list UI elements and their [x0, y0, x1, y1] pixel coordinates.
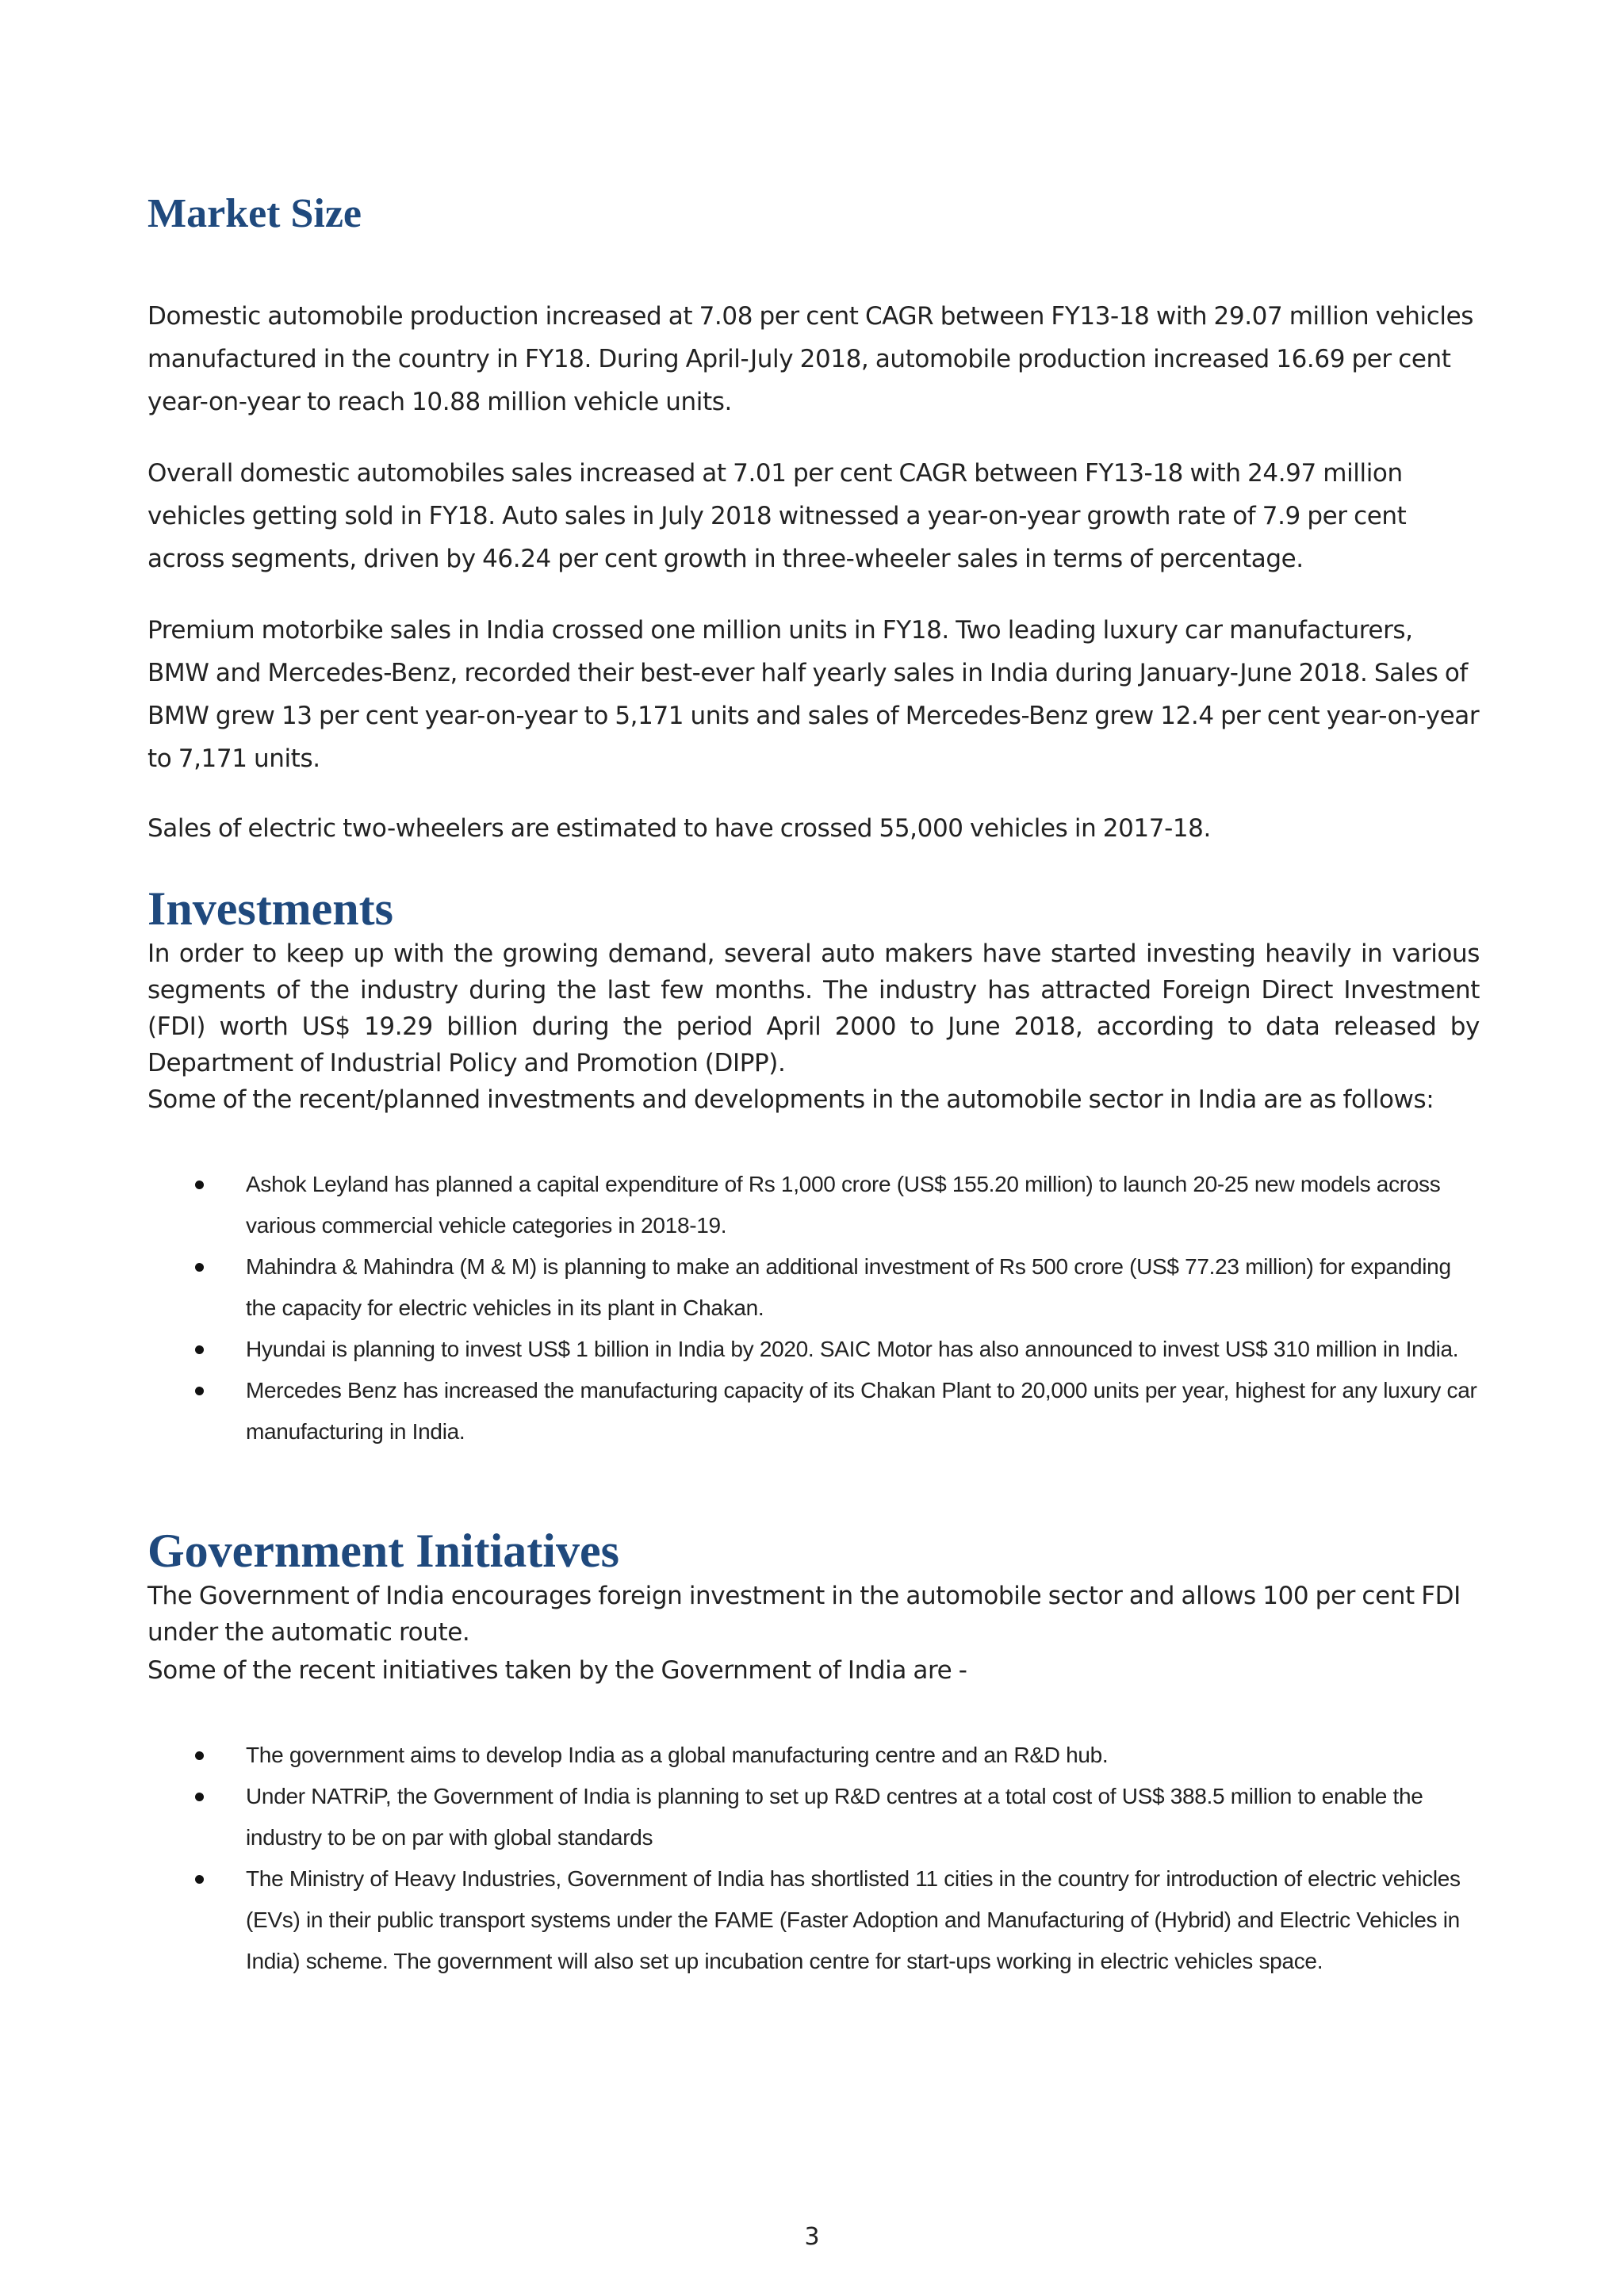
- market-size-paragraph-2: Overall domestic automobiles sales increased at 7.01 per cent CAGR between FY13-18 with 24.97 million vehicles getting sold in FY18. Auto sales in July 2018 witnessed a year-on-year growth rate of 7.9 per cent across segments, driven by 46.24 per cent growth in three-wheeler sales in terms of percentage.: [147, 459, 1407, 573]
- bullet-icon: [195, 1793, 204, 1801]
- government-intro: The Government of India encourages foreign investment in the automobile sector and allows 100 per cent FDI under the automatic route.: [147, 1582, 1461, 1647]
- list-item: [147, 1164, 1480, 1246]
- list-item: [147, 1858, 1480, 1982]
- market-size-paragraph-4: Sales of electric two-wheelers are estimated to have crossed 55,000 vehicles in 2017-18.: [147, 814, 1211, 843]
- market-size-heading: Market Size: [147, 191, 362, 236]
- government-lead: Some of the recent initiatives taken by the Government of India are -: [147, 1656, 967, 1685]
- list-item: [147, 1776, 1480, 1858]
- list-item: [147, 1246, 1480, 1329]
- bullet-icon: [195, 1387, 204, 1395]
- list-item-text: Under NATRiP, the Government of India is planning to set up R&D centres at a total cost of US$ 388.5 million to enable the industry to be on par with global standards: [246, 1784, 1423, 1850]
- list-item-text: Ashok Leyland has planned a capital expenditure of Rs 1,000 crore (US$ 155.20 million) to launch 20-25 new models across various commercial vehicle categories in 2018-19.: [246, 1172, 1441, 1238]
- investments-lead: Some of the recent/planned investments and developments in the automobile sector in India are as follows:: [147, 1085, 1434, 1114]
- investments-list: [147, 1164, 1480, 1452]
- list-item: [147, 1370, 1480, 1452]
- list-item-text: The Ministry of Heavy Industries, Government of India has shortlisted 11 cities in the country for introduction of electric vehicles (EVs) in their public transport systems under the FAME (Faster Adoption and Manufacturing of (Hybrid) and Electric Vehicles in India) scheme. The government will also set up incubation centre for start-ups working in electric vehicles space.: [246, 1866, 1461, 1973]
- page-number: 3: [804, 2223, 820, 2251]
- list-item-text: Hyundai is planning to invest US$ 1 billion in India by 2020. SAIC Motor has also announced to invest US$ 310 million in India.: [246, 1337, 1459, 1361]
- government-list: [147, 1735, 1480, 1982]
- bullet-icon: [195, 1875, 204, 1884]
- government-initiatives-heading: Government Initiatives: [147, 1525, 619, 1577]
- bullet-icon: [195, 1751, 204, 1760]
- list-item-text: Mercedes Benz has increased the manufacturing capacity of its Chakan Plant to 20,000 units per year, highest for any luxury car manufacturing in India.: [246, 1378, 1477, 1444]
- market-size-paragraph-3: Premium motorbike sales in India crossed one million units in FY18. Two leading luxury car manufacturers, BMW and Mercedes-Benz, recorded their best-ever half yearly sales in India during January-June 2018. Sales of BMW grew 13 per cent year-on-year to 5,171 units and sales of Mercedes-Benz grew 12.4 per cent year-on-year to 7,171 units.: [147, 616, 1480, 773]
- bullet-icon: [195, 1263, 204, 1272]
- list-item: [147, 1735, 1480, 1776]
- bullet-icon: [195, 1345, 204, 1354]
- list-item-text: The government aims to develop India as a global manufacturing centre and an R&D hub.: [246, 1743, 1109, 1767]
- investments-intro: In order to keep up with the growing demand, several auto makers have started investing heavily in various segments of the industry during the last few months. The industry has attracted Foreign Direct Investment (FDI) worth US$ 19.29 billion during the period April 2000 to June 2018, according to data released by Department of Industrial Policy and Promotion (DIPP).: [147, 939, 1480, 1077]
- bullet-icon: [195, 1181, 204, 1189]
- investments-heading: Investments: [147, 882, 393, 935]
- list-item: [147, 1329, 1480, 1370]
- market-size-paragraph-1: Domestic automobile production increased at 7.08 per cent CAGR between FY13-18 with 29.07 million vehicles manufactured in the country in FY18. During April-July 2018, automobile production increased 16.69 per cent year-on-year to reach 10.88 million vehicle units.: [147, 302, 1474, 416]
- list-item-text: Mahindra & Mahindra (M & M) is planning to make an additional investment of Rs 500 crore (US$ 77.23 million) for expanding the capacity for electric vehicles in its plant in Chakan.: [246, 1254, 1451, 1320]
